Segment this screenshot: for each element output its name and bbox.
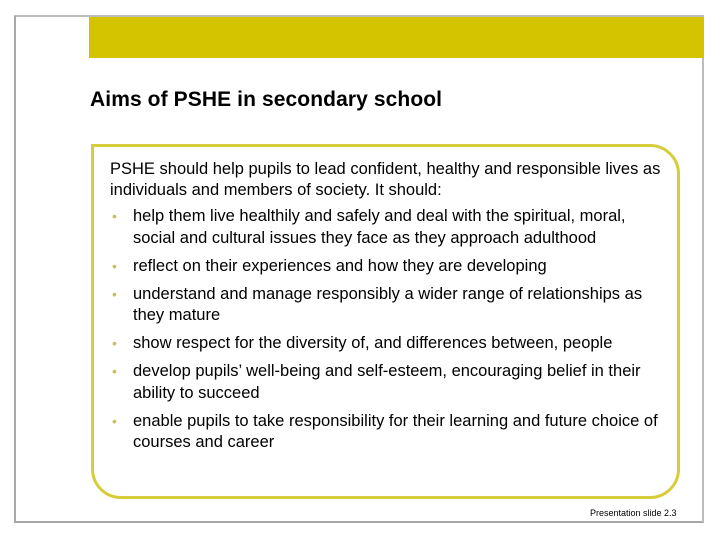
header-bar (89, 17, 704, 58)
list-item (110, 411, 670, 454)
list-item (110, 284, 670, 327)
list-item-text: develop pupils’ well-being and self-esteem, encouraging belief in their ability to succeed (133, 362, 641, 402)
bullet-icon: • (112, 335, 117, 351)
list-item-text: enable pupils to take responsibility for their learning and future choice of courses and career (133, 411, 658, 451)
slide-title: Aims of PSHE in secondary school (90, 88, 443, 111)
bullet-icon: • (112, 363, 117, 379)
bullet-icon: • (112, 257, 117, 274)
slide-number: Presentation slide 2.3 (590, 508, 677, 518)
intro-text: PSHE should help pupils to lead confident, healthy and responsible lives as individuals and members of society. It should: (110, 160, 661, 199)
list-item (110, 333, 670, 355)
list-item-text: show respect for the diversity of, and differences between, people (133, 334, 613, 352)
list-item (110, 361, 670, 404)
list-item (110, 206, 670, 249)
list-item-text: understand and manage responsibly a wider range of relationships as they mature (133, 284, 643, 324)
list-item-text: reflect on their experiences and how they are developing (133, 256, 547, 275)
list-item-text: help them live healthily and safely and deal with the spiritual, moral, social and cultural issues they face as they approach adulthood (133, 207, 626, 247)
bullet-icon: • (112, 208, 117, 224)
bullet-icon: • (112, 285, 117, 302)
aims-list (110, 206, 670, 460)
bullet-icon: • (112, 412, 117, 429)
list-item (110, 256, 670, 278)
